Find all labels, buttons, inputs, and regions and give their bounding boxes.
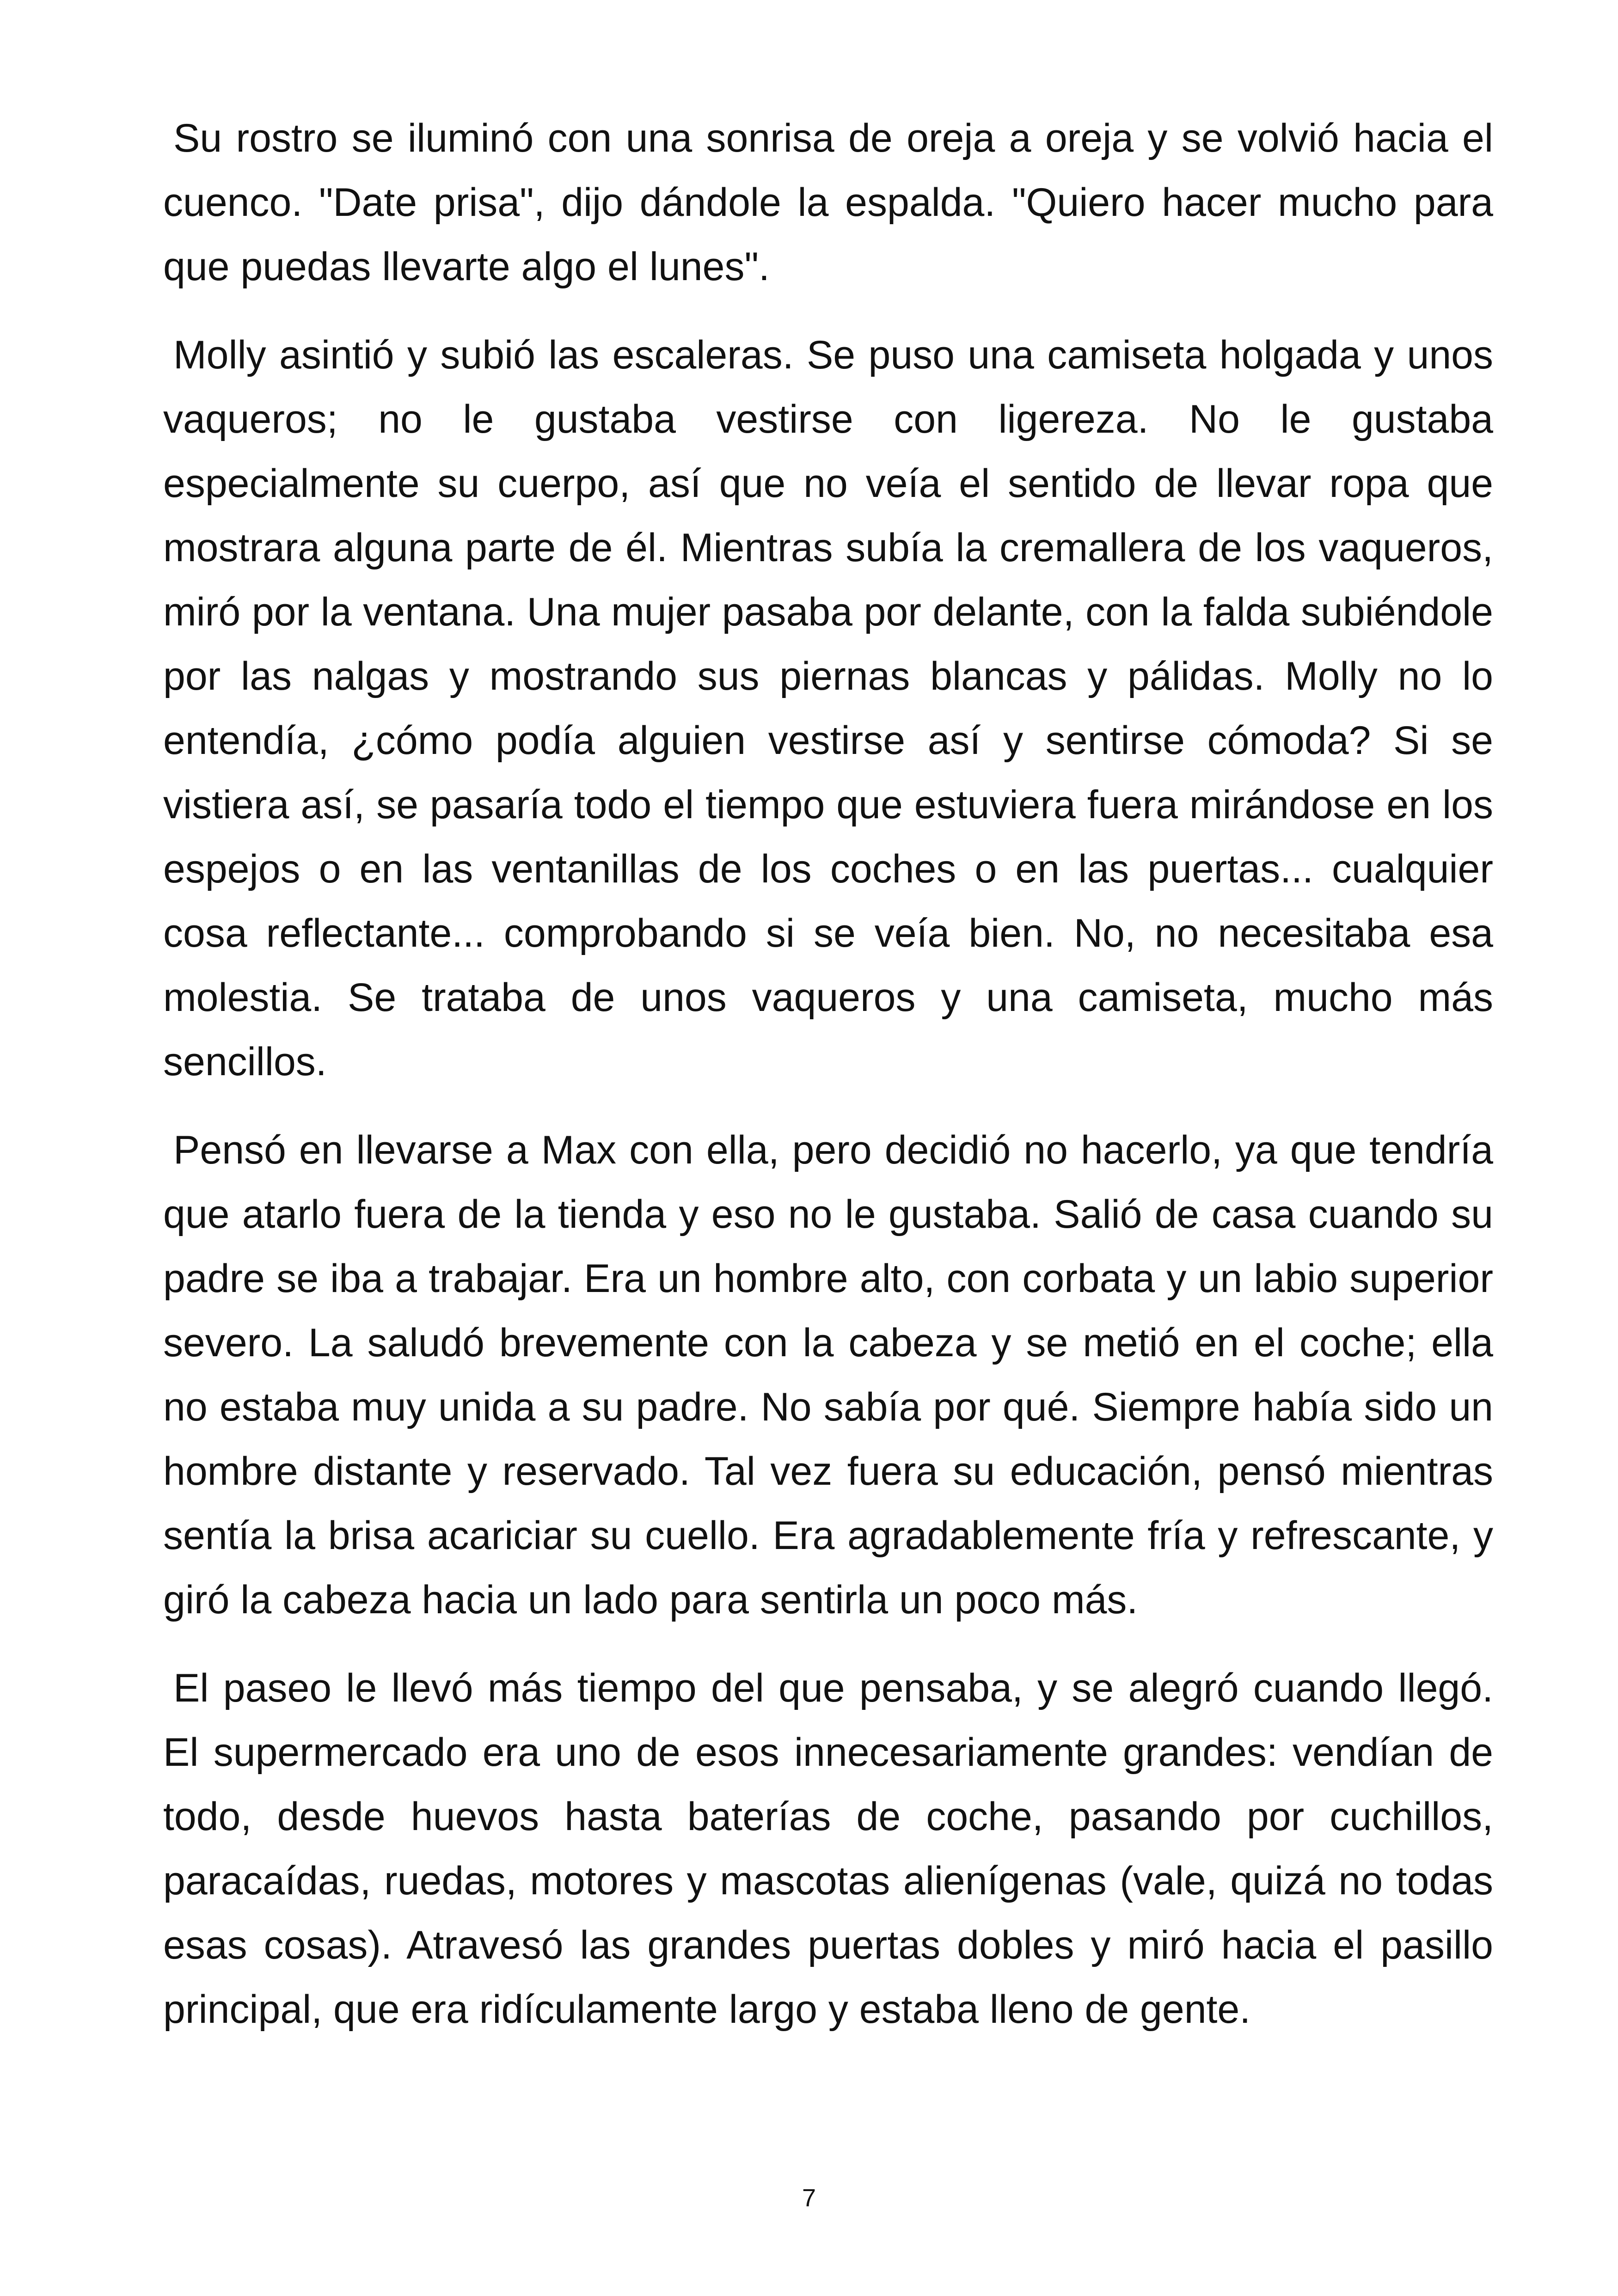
- body-text: [163, 106, 1493, 2066]
- paragraph: Pensó en llevarse a Max con ella, pero decidió no hacerlo, ya que tendría que atarlo fuera de la tienda y eso no le gustaba. Salió de casa cuando su padre se iba a trabajar. Era un hombre alto, con corbata y un labio superior severo. La saludó brevemente con la cabeza y se metió en el coche; ella no estaba muy unida a su padre. No sabía por qué. Siempre había sido un hombre distante y reservado. Tal vez fuera su educación, pensó mientras sentía la brisa acariciar su cuello. Era agradablemente fría y refrescante, y giró la cabeza hacia un lado para sentirla un poco más.: [163, 1128, 1493, 1622]
- paragraph: Su rostro se iluminó con una sonrisa de oreja a oreja y se volvió hacia el cuenco. "Date prisa", dijo dándole la espalda. "Quiero hacer mucho para que puedas llevarte algo el lunes".: [163, 116, 1493, 289]
- paragraph: El paseo le llevó más tiempo del que pensaba, y se alegró cuando llegó. El supermercado era uno de esos innecesariamente grandes: vendían de todo, desde huevos hasta baterías de coche, pasando por cuchillos, paracaídas, ruedas, motores y mascotas alienígenas (vale, quizá no todas esas cosas). Atravesó las grandes puertas dobles y miró hacia el pasillo principal, que era ridículamente largo y estaba lleno de gente.: [163, 1666, 1493, 2032]
- page-number: 7: [802, 2184, 816, 2212]
- paragraph: Molly asintió y subió las escaleras. Se puso una camiseta holgada y unos vaqueros; no le gustaba vestirse con ligereza. No le gustaba especialmente su cuerpo, así que no veía el sentido de llevar ropa que mostrara alguna parte de él. Mientras subía la cremallera de los vaqueros, miró por la ventana. Una mujer pasaba por delante, con la falda subiéndole por las nalgas y mostrando sus piernas blancas y pálidas. Molly no lo entendía, ¿cómo podía alguien vestirse así y sentirse cómoda? Si se vistiera así, se pasaría todo el tiempo que estuviera fuera mirándose en los espejos o en las ventanillas de los coches o en las puertas... cualquier cosa reflectante... comprobando si se veía bien. No, no necesitaba esa molestia. Se trataba de unos vaqueros y una camiseta, mucho más sencillos.: [163, 333, 1493, 1084]
